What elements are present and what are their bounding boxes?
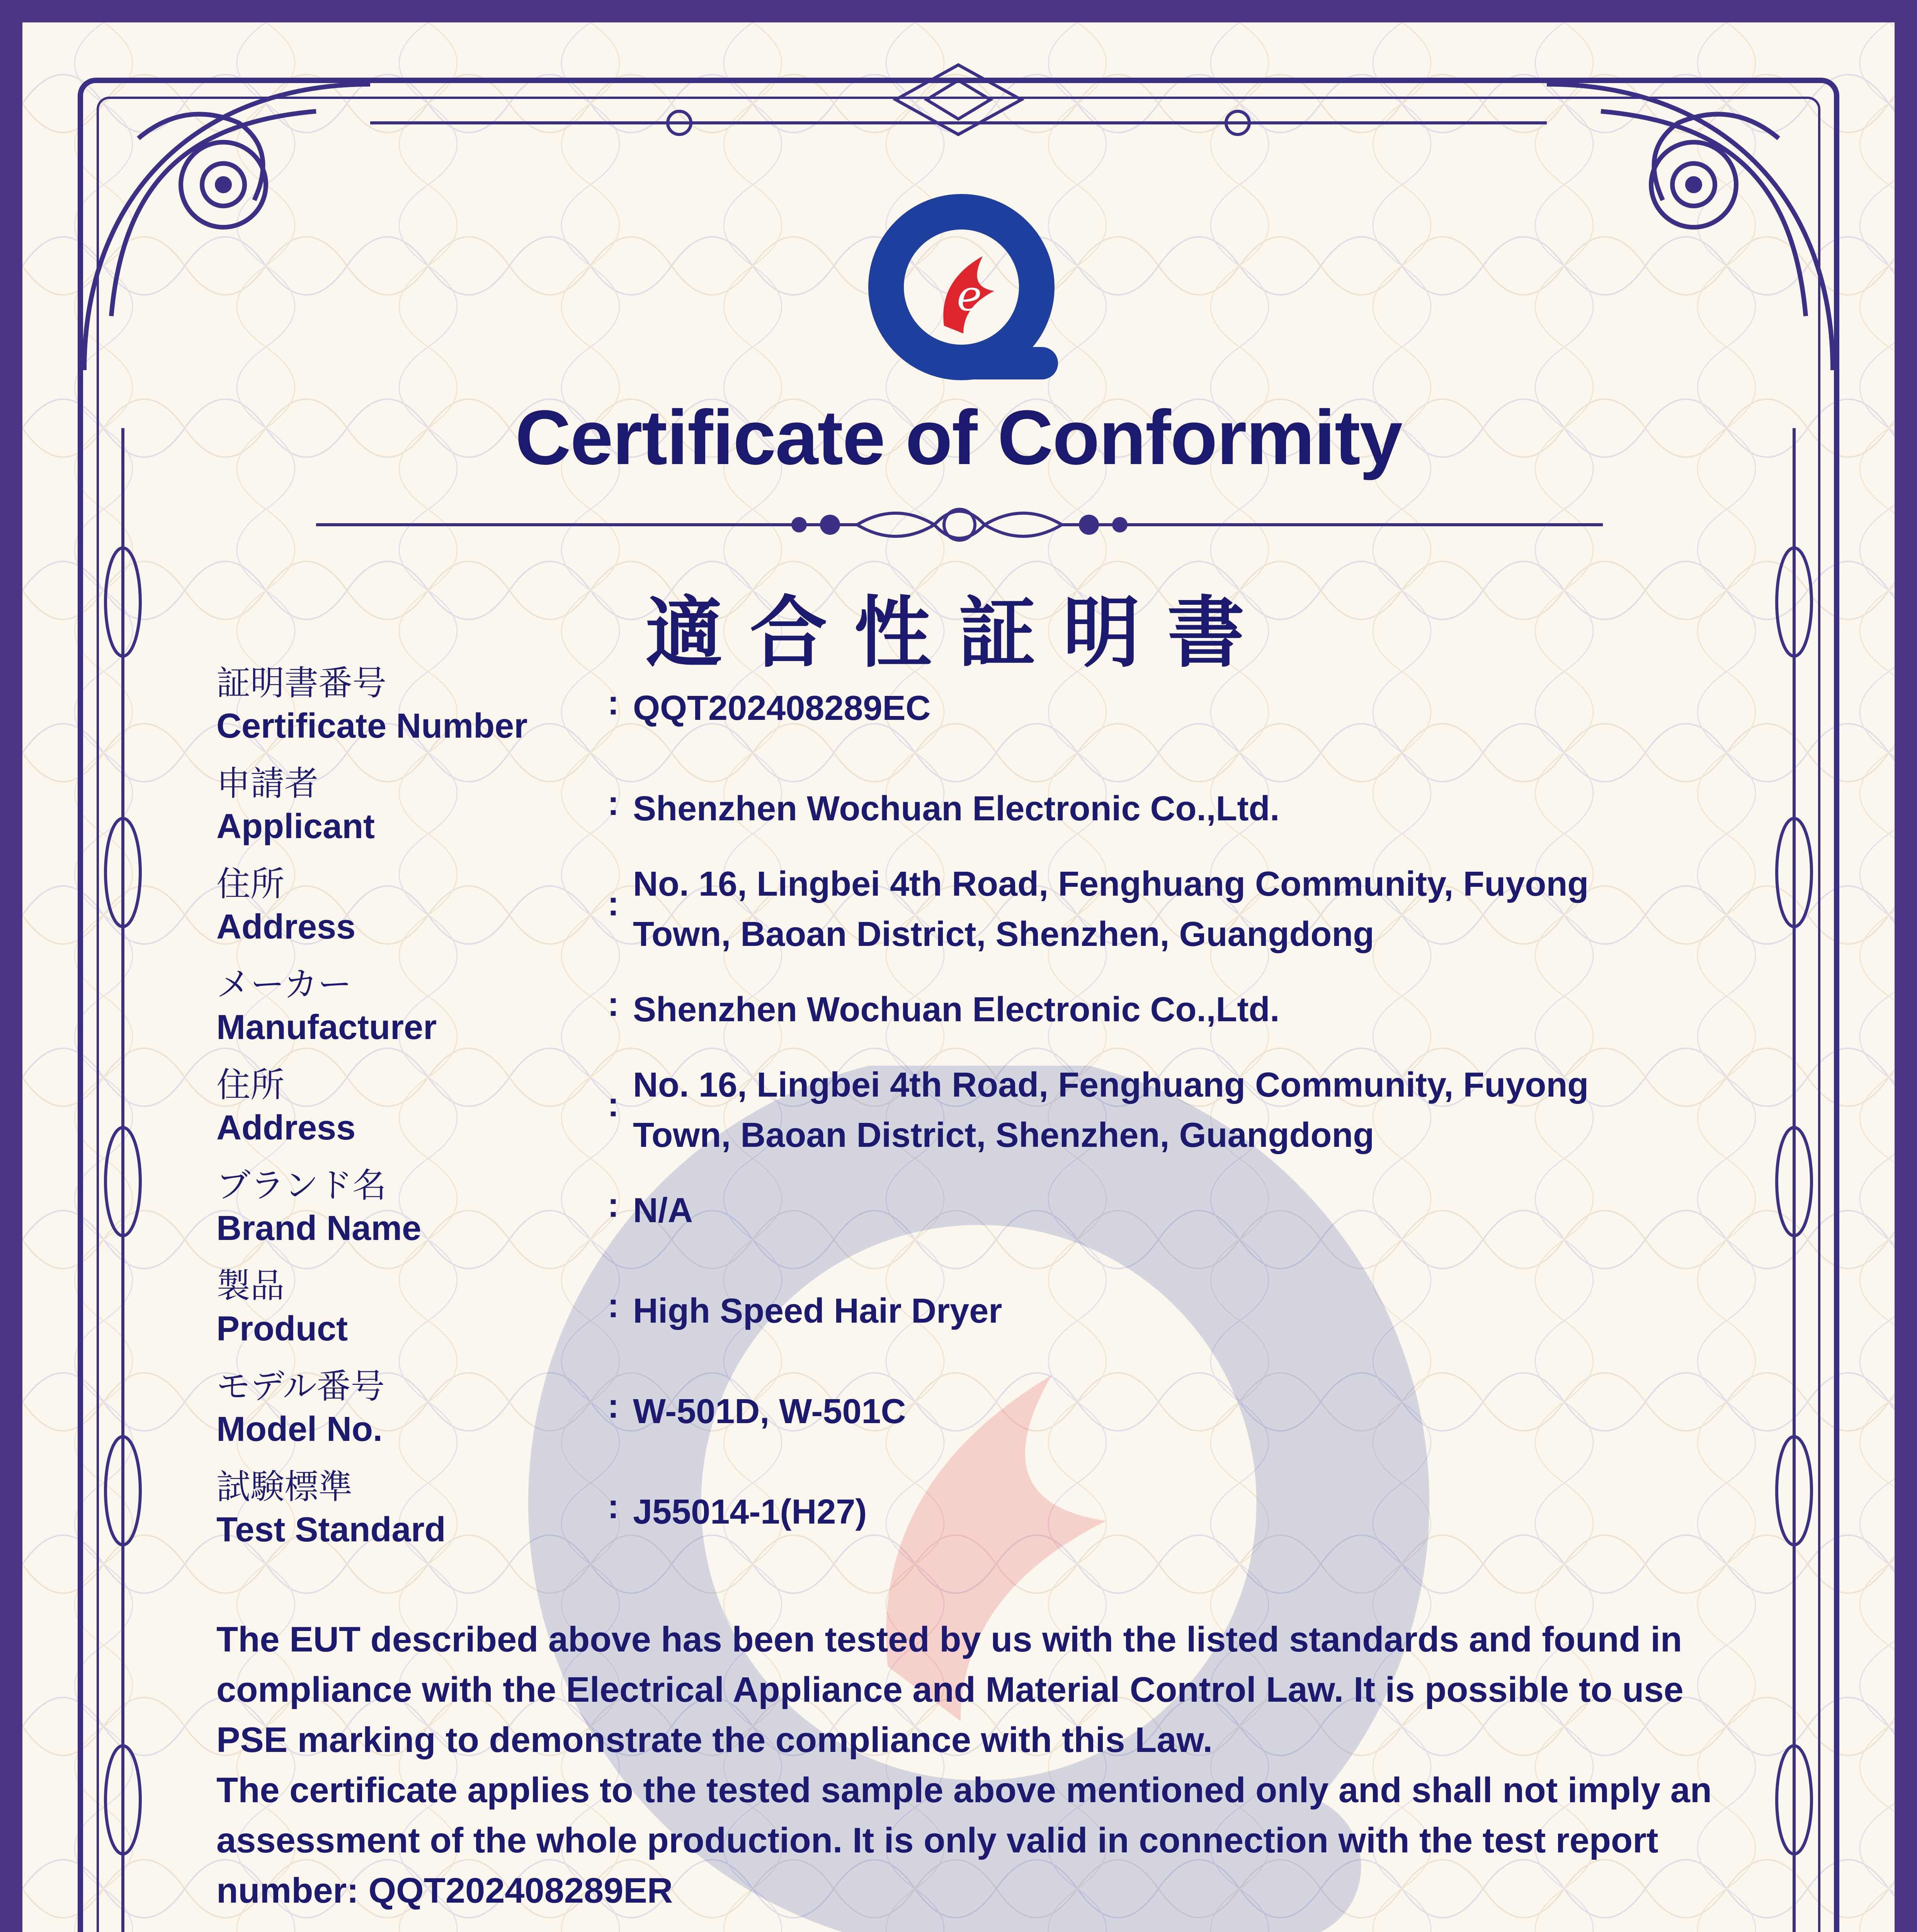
field-colon: : — [607, 985, 619, 1024]
field-colon: : — [607, 1286, 619, 1325]
certificate-title: Certificate of Conformity — [515, 395, 1402, 481]
statement-paragraph: The EUT described above has been tested by us with the listed standards and found in compliance with the Electrical Appliance and Material Control Law. It is possible to use PSE marking to demonstrate the compliance with this Law. — [216, 1620, 1684, 1760]
field-value: N/A — [633, 1191, 693, 1230]
field-value: Shenzhen Wochuan Electronic Co.,Ltd. — [633, 990, 1280, 1029]
field-label-jp: 試験標準 — [216, 1467, 353, 1507]
field-label-jp: ブランド名 — [216, 1165, 387, 1205]
field-label-jp: 製品 — [216, 1266, 285, 1306]
field-label-en: Brand Name — [216, 1209, 422, 1248]
field-label-en: Address — [216, 1109, 356, 1147]
field-label-jp: 住所 — [216, 1065, 285, 1105]
field-label-jp: メーカー — [216, 964, 352, 1004]
field-value: High Speed Hair Dryer — [633, 1292, 1002, 1330]
field-value: No. 16, Lingbei 4th Road, Fenghuang Community, Fuyong Town, Baoan District, Shenzhen, Guangdong — [633, 865, 1589, 954]
title-divider — [316, 486, 1603, 563]
field-label-en: Applicant — [216, 807, 375, 846]
field-label-jp: 証明書番号 — [216, 663, 387, 703]
field-colon: : — [607, 1487, 619, 1526]
field-label-en: Certificate Number — [216, 707, 528, 745]
statement-paragraph: The certificate applies to the tested sample above mentioned only and shall not imply an assessment of the whole production. It is only valid in connection with the test report number: QQT202408289ER — [216, 1770, 1712, 1910]
field-label-en: Product — [216, 1310, 348, 1348]
compliance-statement — [216, 1614, 1762, 1916]
field-colon: : — [607, 1186, 619, 1225]
field-colon: : — [607, 1387, 619, 1425]
field-label-en: Model No. — [216, 1410, 383, 1449]
field-value: No. 16, Lingbei 4th Road, Fenghuang Community, Fuyong Town, Baoan District, Shenzhen, Guangdong — [633, 1066, 1589, 1155]
field-value: W-501D, W-501C — [633, 1392, 906, 1431]
field-label-en: Address — [216, 908, 356, 946]
field-value: Shenzhen Wochuan Electronic Co.,Ltd. — [633, 789, 1280, 828]
field-label-jp: モデル番号 — [216, 1366, 385, 1406]
field-colon: : — [607, 1085, 619, 1124]
field-label-en: Manufacturer — [216, 1008, 437, 1047]
certificate-page — [22, 22, 1895, 1932]
field-label-jp: 申請者 — [216, 764, 319, 803]
field-label-en: Test Standard — [216, 1510, 446, 1549]
field-colon: : — [607, 684, 619, 722]
svg-text:e: e — [957, 271, 982, 320]
certificate-title-japanese: 適合性証明書 — [645, 588, 1272, 678]
field-label-jp: 住所 — [216, 864, 285, 904]
logo-icon — [865, 192, 1066, 401]
field-value: J55014-1(H27) — [633, 1493, 867, 1531]
field-colon: : — [607, 884, 619, 923]
field-colon: : — [607, 784, 619, 823]
field-value: QQT202408289EC — [633, 689, 931, 728]
